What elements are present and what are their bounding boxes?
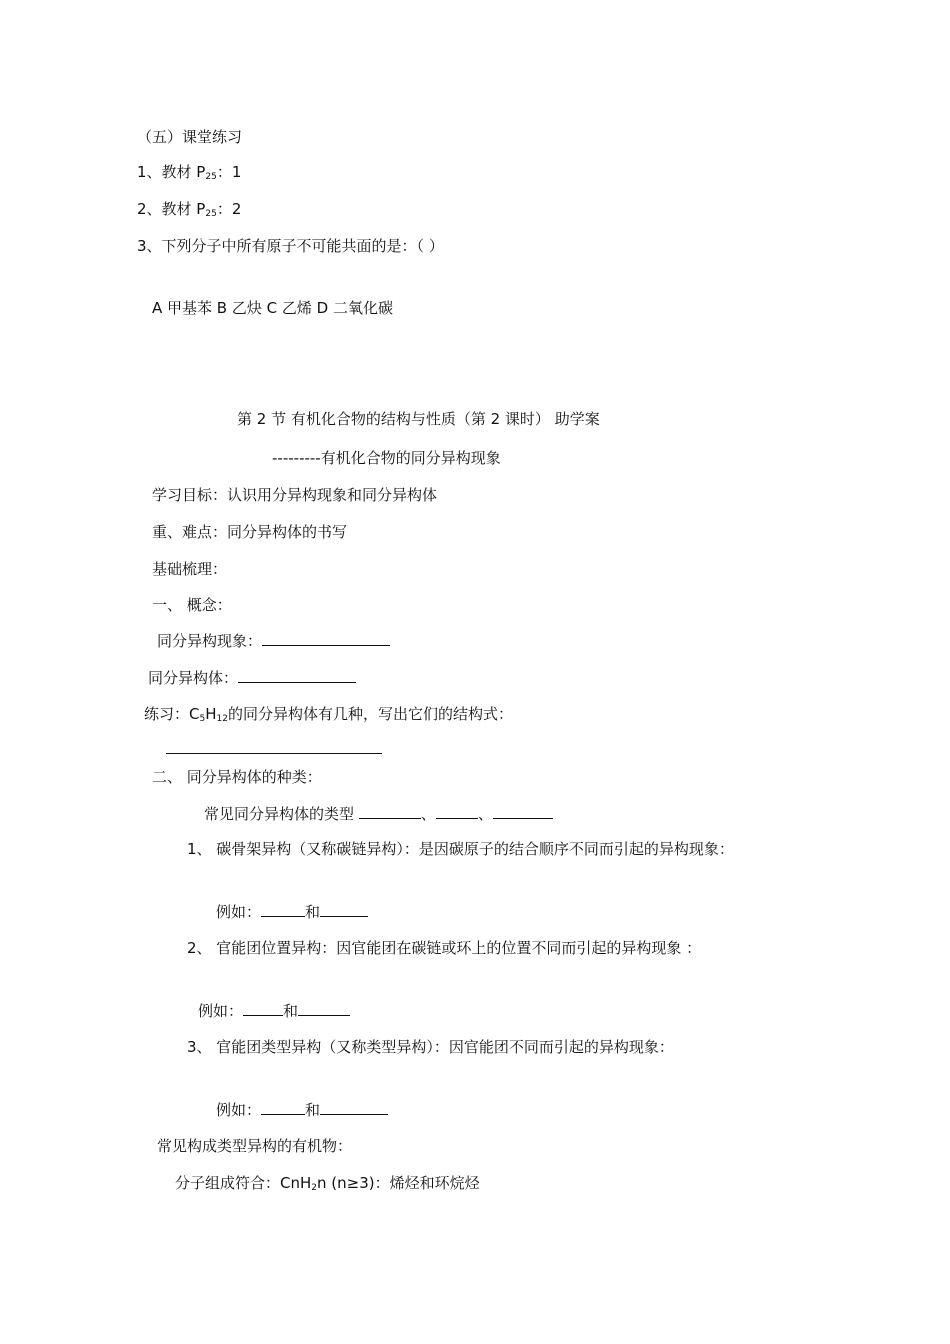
example-1-blank-b[interactable]	[320, 901, 368, 917]
type-separator-1: 、	[420, 805, 436, 823]
example-2-prefix: 例如：	[198, 1002, 244, 1020]
common-organics-heading: 常见构成类型异构的有机物：	[157, 1137, 353, 1155]
learning-objective: 学习目标：认识用分异构现象和同分异构体	[152, 486, 438, 504]
part2-heading: 二、 同分异构体的种类：	[152, 768, 322, 786]
example-1-prefix: 例如：	[216, 903, 262, 921]
item-functional-position: 2、 官能团位置异构：因官能团在碳链或环上的位置不同而引起的异构现象 ：	[187, 939, 702, 957]
example-1-line	[216, 901, 368, 922]
example-1-blank-a[interactable]	[261, 901, 305, 917]
example-3-blank-b[interactable]	[320, 1099, 388, 1115]
q1-subscript: 25	[205, 172, 217, 182]
q2-prefix: 2、教材 P	[137, 200, 206, 218]
exercise-answer-blank[interactable]	[166, 738, 382, 754]
q2-subscript: 25	[205, 209, 217, 219]
exercise-line	[144, 704, 513, 729]
section-title: 第 2 节 有机化合物的结构与性质（第 2 课时） 助学案	[237, 410, 600, 428]
type-blank-3[interactable]	[493, 803, 553, 819]
isomerism-line	[157, 630, 390, 651]
type-separator-2: 、	[477, 805, 493, 823]
isomerism-blank[interactable]	[262, 630, 390, 646]
item-carbon-skeleton: 1、 碳骨架异构（又称碳链异构）：是因碳原子的结合顺序不同而引起的异构现象：	[187, 840, 734, 858]
example-2-blank-b[interactable]	[298, 1000, 350, 1016]
practice-question-2	[137, 199, 241, 224]
basics-heading: 基础梳理：	[152, 560, 228, 578]
practice-heading: （五）课堂练习	[137, 128, 243, 146]
example-2-line	[198, 1000, 350, 1021]
formula-subscript: 2	[311, 1183, 317, 1193]
practice-question-3: 3、下列分子中所有原子不可能共面的是：（ ）	[137, 237, 444, 255]
example-3-blank-a[interactable]	[261, 1099, 305, 1115]
formula-suffix: n (n≥3)：烯烃和环烷烃	[317, 1174, 480, 1192]
example-1-and: 和	[305, 903, 321, 921]
example-3-line	[216, 1099, 388, 1120]
q1-suffix: ：1	[216, 163, 242, 181]
common-types-label: 常见同分异构体的类型	[204, 805, 355, 823]
isomer-blank[interactable]	[238, 667, 356, 683]
q2-suffix: ：2	[216, 200, 242, 218]
part1-heading: 一、 概念：	[152, 596, 232, 614]
item-functional-type: 3、 官能团类型异构（又称类型异构）：因官能团不同而引起的异构现象：	[187, 1038, 674, 1056]
example-3-and: 和	[305, 1101, 321, 1119]
q1-prefix: 1、教材 P	[137, 163, 206, 181]
isomerism-label: 同分异构现象：	[157, 632, 263, 650]
section-subtitle: ---------有机化合物的同分异构现象	[272, 449, 501, 467]
type-blank-1[interactable]	[359, 803, 421, 819]
example-3-prefix: 例如：	[216, 1101, 262, 1119]
isomer-line	[148, 667, 356, 688]
formula-prefix: 分子组成符合：CnH	[175, 1174, 312, 1192]
practice-question-1	[137, 162, 241, 187]
exercise-answer-line	[166, 738, 382, 759]
formula-line	[175, 1173, 480, 1198]
isomer-label: 同分异构体：	[148, 669, 239, 687]
example-2-blank-a[interactable]	[243, 1000, 283, 1016]
exercise-prefix: 练习：C	[144, 705, 200, 723]
common-types-line	[204, 803, 553, 824]
practice-question-3-options: A 甲基苯 B 乙炔 C 乙烯 D 二氧化碳	[152, 299, 393, 317]
exercise-sub2: 12	[216, 714, 228, 724]
exercise-mid: H	[205, 705, 217, 723]
example-2-and: 和	[283, 1002, 299, 1020]
exercise-sub1: 5	[199, 714, 206, 724]
key-points: 重、难点：同分异构体的书写	[152, 523, 348, 541]
exercise-suffix: 的同分异构体有几种，写出它们的结构式：	[227, 705, 513, 723]
type-blank-2[interactable]	[436, 803, 478, 819]
